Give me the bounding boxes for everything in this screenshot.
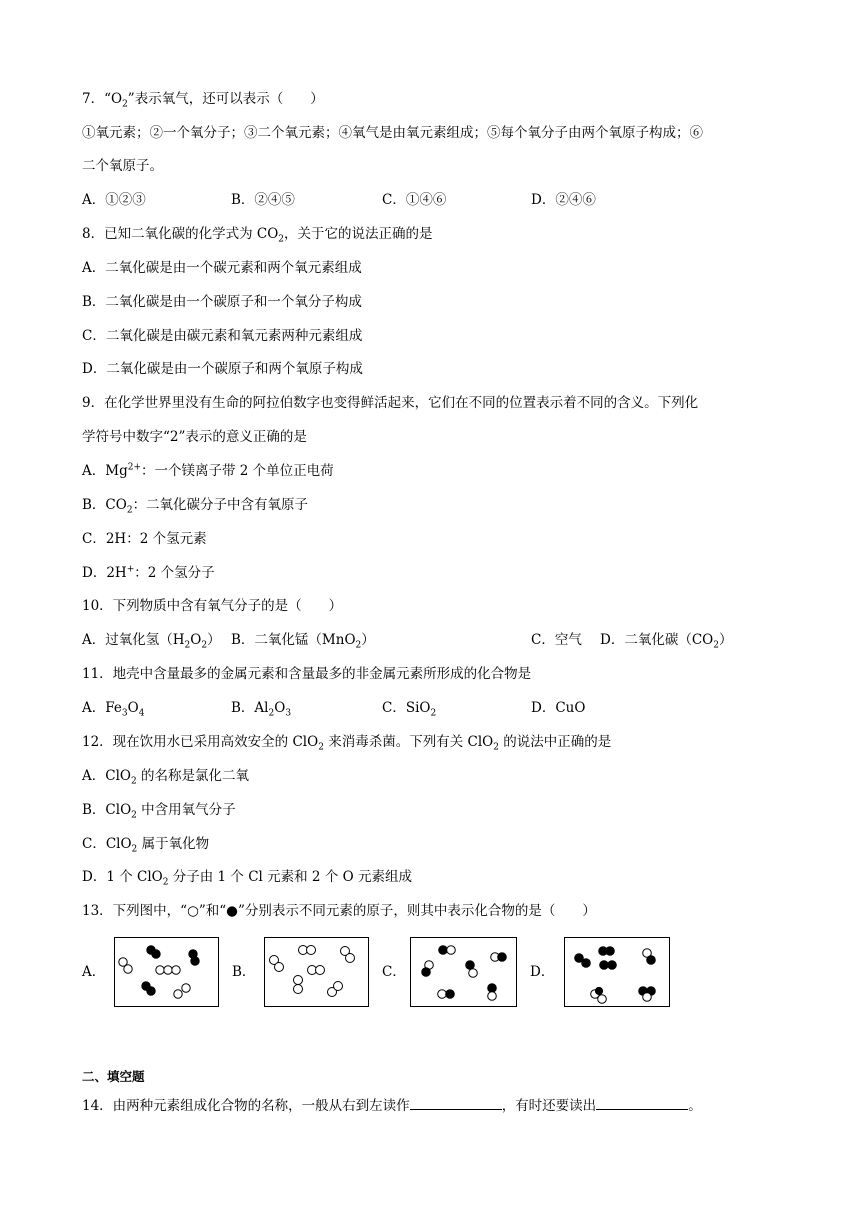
q11-stem: 11．地壳中含量最多的金属元素和含量最多的非金属元素所形成的化合物是 <box>82 666 532 682</box>
q8-option-d: D．二氧化碳是由一个碳原子和两个氧原子构成 <box>82 361 363 377</box>
q13-diagram-a <box>114 937 219 1007</box>
q9-stem-line2: 学符号中数字“2”表示的意义正确的是 <box>82 429 307 445</box>
q8-stem: 8．已知二氧化碳的化学式为 $CO_2$，关于它的说法正确的是 <box>82 226 433 245</box>
q14-answer-blank-2[interactable] <box>596 1097 688 1110</box>
q11-option-c: C．SiO$_2$ <box>382 700 437 719</box>
q7-option-d: D．②④⑥ <box>531 192 596 208</box>
q12-option-a: A．ClO$_2$ 的名称是氯化二氧 <box>82 768 249 787</box>
q8-option-c: C．二氧化碳是由碳元素和氧元素两种元素组成 <box>82 328 363 344</box>
q13-stem: 13．下列图中，“○”和“●”分别表示不同元素的原子，则其中表示化合物的是（ ） <box>82 903 596 919</box>
q13-label-a: A． <box>82 964 106 980</box>
q13-diagram-c <box>410 937 517 1007</box>
q10-stem: 10．下列物质中含有氧气分子的是（ ） <box>82 598 343 614</box>
q7-option-c: C．①④⑥ <box>382 192 447 208</box>
q7-items-line1: ①氧元素；②一个氧分子；③二个氧元素；④氧气是由氧元素组成；⑤每个氧分子由两个氧原子构成；⑥ <box>82 125 703 141</box>
q13-label-d: D． <box>530 964 555 980</box>
q14-stem: 14．由两种元素组成化合物的名称，一般从右到左读作 ，有时还要读出 。 <box>82 1098 702 1114</box>
q11-option-a: A．$Fe_3O_4$ <box>82 700 145 719</box>
q7-items-line2: 二个氧原子。 <box>82 158 163 174</box>
q13-diagram-d <box>564 937 670 1007</box>
q12-option-c: C．ClO$_2$ 属于氧化物 <box>82 836 210 855</box>
q9-stem-line1: 9．在化学世界里没有生命的阿拉伯数字也变得鲜活起来，它们在不同的位置表示着不同的含义。下列化 <box>82 395 699 411</box>
q9-option-c: C．2H：2 个氢元素 <box>82 531 207 547</box>
q10-option-d: D．二氧化碳$(CO_2)$ <box>600 632 733 651</box>
q9-option-a: A．$Mg^{2+}$：一个镁离子带 2 个单位正电荷 <box>82 462 334 479</box>
q13-diagram-b <box>264 937 369 1007</box>
q12-stem: 12．现在饮用水已采用高效安全的 ClO$_2$ 来消毒杀菌。下列有关 ClO$_2$ 的说法中正确的是 <box>82 734 612 753</box>
q10-option-b: B．二氧化锰（MnO$_2$） <box>231 632 375 651</box>
q7-option-a: A．①②③ <box>82 192 146 208</box>
q13-label-c: C． <box>382 964 406 980</box>
q7-option-b: B．②④⑤ <box>231 192 295 208</box>
q8-option-a: A．二氧化碳是由一个碳元素和两个氧元素组成 <box>82 260 362 276</box>
q12-option-b: B．ClO$_2$ 中含用氧气分子 <box>82 802 236 821</box>
q13-label-b: B． <box>232 964 256 980</box>
q11-option-d: D．CuO <box>531 700 586 716</box>
q8-option-b: B．二氧化碳是由一个碳原子和一个氧分子构成 <box>82 294 362 310</box>
section-heading-fill-in: 二、填空题 <box>82 1069 145 1084</box>
q10-option-a: A．过氧化氢$(H_2O_2)$ <box>82 632 221 651</box>
q11-option-b: B．$Al_2O_3$ <box>231 700 292 719</box>
q9-option-b: B．$CO_2$：二氧化碳分子中含有氧原子 <box>82 497 309 516</box>
q10-option-c: C．空气 <box>531 632 582 648</box>
q12-option-d: D．1 个 ClO$_2$ 分子由 1 个 Cl 元素和 2 个 O 元素组成 <box>82 869 412 888</box>
q14-answer-blank-1[interactable] <box>410 1097 502 1110</box>
q7-stem: 7．“$O_2$”表示氧气，还可以表示（ ） <box>82 91 324 110</box>
q9-option-d: D．2H+：2 个氢分子 <box>82 564 215 581</box>
